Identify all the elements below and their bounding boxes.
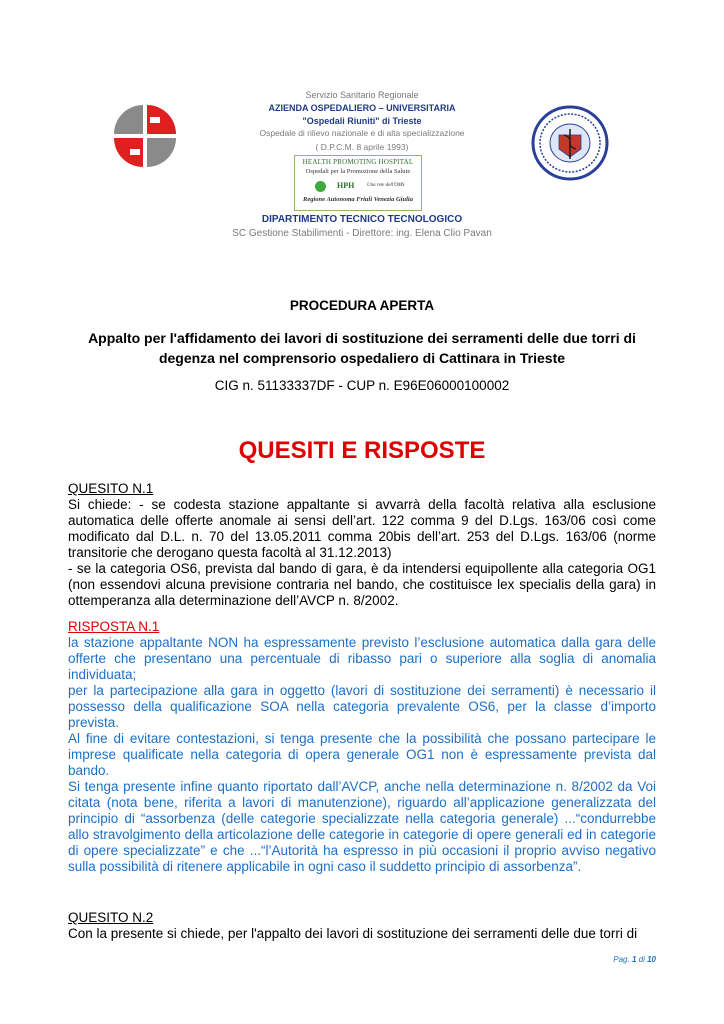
answer-1-paragraph: Al fine di evitare contestazioni, si tenga presente che la possibilità che possano partecipare le imprese qualificate nella categoria di opera generale OG1 non è espressamente prevista dal bando. xyxy=(68,731,656,778)
question-1-paragraph: Si chiede: - se codesta stazione appaltante si avvarrà della facoltà relativa alla esclusione automatica delle offerte anomale ai sensi dell’art. 122 comma 9 del D.Lgs. 163/06 così come modificato dal D.L. n. 70 del 13.05.2011 comma 20bis dell’art. 253 del D.Lgs. 163/06 (norme transitorie che derogano questa facoltà al 31.12.2013) xyxy=(68,497,656,560)
answer-1-paragraph: Si tenga presente infine quanto riportato dall’AVCP, anche nella determinazione n. 8/2002 da Voi citata (nota bene, riferita a lavori di manutenzione), riguardo all’applicazione generalizzata del principio di “assorbenza (delle categorie specializzate nella categoria generale) ...“condurrebbe allo stravolgimento della articolazione delle categorie in categorie di opere generali ed in categorie di opere specializzate” e che ...“l’Autorità ha espresso in più occasioni il proprio avviso negativo sulla possibilità di ritenere applicabile in ogni caso il suddetto principio di assorbenza”. xyxy=(68,779,656,874)
header-service: Servizio Sanitario Regionale xyxy=(305,90,419,100)
department-title: DIPARTIMENTO TECNICO TECNOLOGICO xyxy=(261,214,463,225)
answer-1-paragraph: la stazione appaltante NON ha espressamente previsto l’esclusione automatica dalla gara delle offerte che presentano una percentuale di ribasso pari o superiore alla soglia di anomalia individuata; xyxy=(68,635,656,682)
department-subtitle: SC Gestione Stabilimenti - Direttore: ing. Elena Clio Pavan xyxy=(232,228,492,239)
hph-globe-icon xyxy=(315,181,326,192)
cig-cup-codes: CIG n. 51133337DF - CUP n. E96E06000100002 xyxy=(214,378,510,393)
question-1 xyxy=(68,481,656,609)
question-2-heading: QUESITO N.2 xyxy=(68,910,154,925)
question-1-paragraph: - se la categoria OS6, prevista dal bando di gara, è da intendersi equipollente alla categoria OG1 (non essendovi alcuna previsione contraria nel bando, che costituisce lex specialis della gara) in ottemperanza alla determinazione dell’AVCP n. 8/2002. xyxy=(68,561,656,608)
page-number xyxy=(560,955,656,964)
hph-logo-title: HEALTH PROMOTING HOSPITAL xyxy=(302,158,414,166)
hph-logo-abbr: HPH xyxy=(337,181,355,190)
page-separator: di xyxy=(638,955,645,964)
subject-title: Appalto per l'affidamento dei lavori di sostituzione dei serramenti delle due torri di degenza nel comprensorio ospedaliero di Cattinara in Trieste xyxy=(88,330,636,366)
hph-logo-tagline: Una rete dell'OMS xyxy=(367,183,405,188)
hph-logo-subtitle: Ospedali per la Promozione della Salute xyxy=(305,168,411,175)
header-company: AZIENDA OSPEDALIERO – UNIVERSITARIA xyxy=(268,103,456,113)
main-title: QUESITI E RISPOSTE xyxy=(238,437,486,464)
header-decree: ( D.P.C.M. 8 aprile 1993) xyxy=(315,142,409,152)
answer-1 xyxy=(68,619,656,875)
procedure-title: PROCEDURA APERTA xyxy=(289,298,435,313)
question-2-paragraph: Con la presente si chiede, per l'appalto dei lavori di sostituzione dei serramenti delle due torri di xyxy=(68,926,638,941)
answer-1-paragraph: per la partecipazione alla gara in oggetto (lavori di sostituzione dei serramenti) è necessario il possesso della qualificazione SOA nella categoria prevalente OS6, per la classe d’importo prevista. xyxy=(68,683,656,730)
header-hospital-name: "Ospedali Riuniti" di Trieste xyxy=(302,116,422,126)
hph-logo xyxy=(294,155,422,211)
page-prefix: Pag. xyxy=(613,955,630,964)
header-description: Ospedale di rilievo nazionale e di alta specializzazione xyxy=(259,128,465,138)
hph-logo-region: Regione Autonoma Friuli Venezia Giulia xyxy=(303,196,413,203)
question-1-heading: QUESITO N.1 xyxy=(68,481,154,496)
answer-1-heading: RISPOSTA N.1 xyxy=(68,619,160,634)
page-current: 1 xyxy=(631,955,637,964)
question-2 xyxy=(68,910,656,942)
page-total: 10 xyxy=(647,955,656,964)
